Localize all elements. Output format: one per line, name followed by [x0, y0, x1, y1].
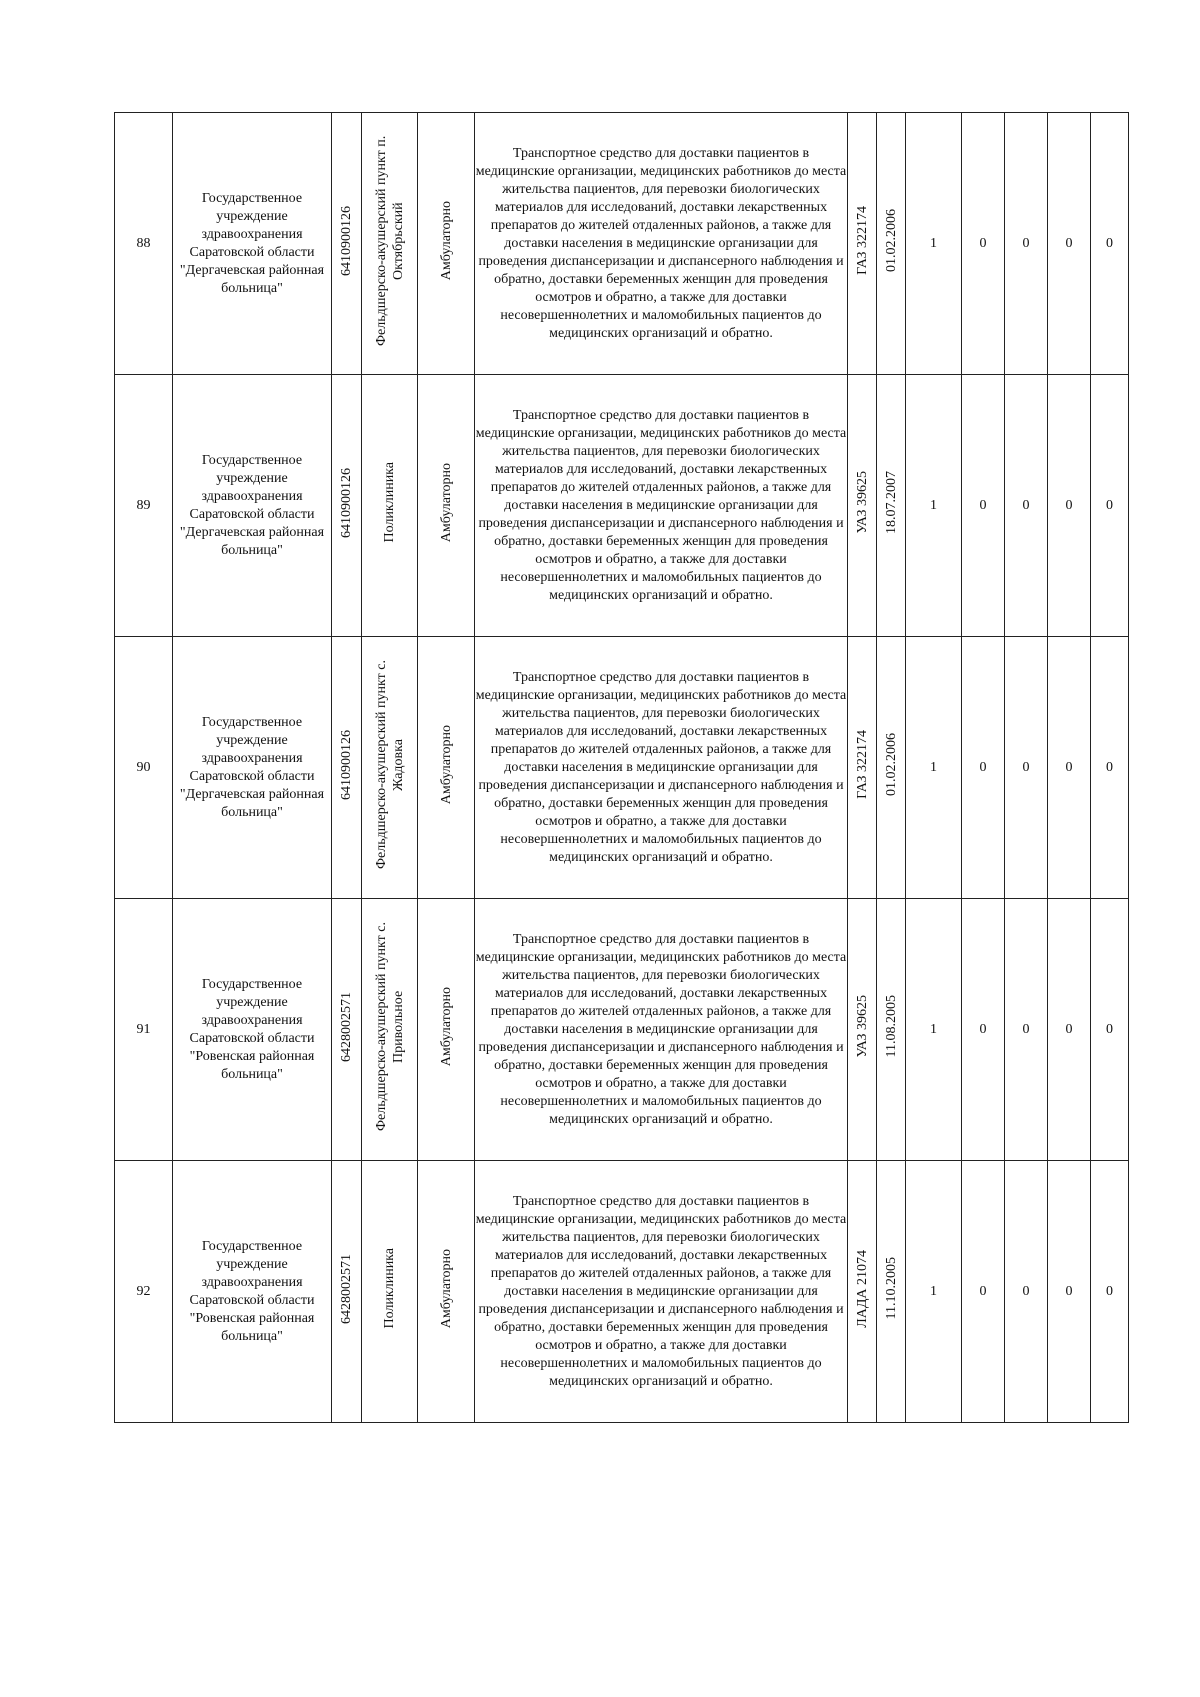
registration-date: [877, 899, 906, 1161]
unit-name: [362, 637, 418, 899]
c5-text: 0: [1106, 235, 1113, 251]
vehicle-model: [848, 1161, 877, 1423]
purpose-text: Транспортное средство для доставки пациентов в медицинские организации, медицинских работников до места жительства пациентов, для перевозки биологических материалов для исследований, доставки лекарственных препаратов до жителей отдаленных районов, а также для доставки населения в медицинские организации для проведения диспансеризации и диспансерного наблюдения и обратно, доставки беременных женщин для проведения осмотров и обратно, а также для доставки несовершеннолетних и маломобильных пациентов до медицинских организаций и обратно.: [475, 1193, 847, 1389]
org-text: Государственное учреждение здравоохранения Саратовской области "Дергачевская районная больница": [179, 452, 325, 558]
mode-text: Амбулаторно: [438, 462, 454, 543]
c3-text: 0: [1022, 497, 1030, 513]
num-text: 90: [136, 759, 151, 775]
count-col-5: [1091, 1161, 1129, 1423]
count-col-4: [1048, 637, 1091, 899]
mode-text: Амбулаторно: [438, 200, 454, 281]
c3-text: 0: [1022, 235, 1030, 251]
num-text: 91: [136, 1021, 151, 1037]
registration-date: [877, 113, 906, 375]
inn-code: [332, 113, 362, 375]
org-text: Государственное учреждение здравоохранения Саратовской области "Ровенская районная больница": [189, 1238, 315, 1344]
num-text: 89: [136, 497, 151, 513]
c1-text: 1: [930, 235, 937, 251]
c4-text: 0: [1065, 1283, 1073, 1299]
c3-text: 0: [1022, 1021, 1030, 1037]
table-body: [115, 113, 1129, 1423]
count-col-3: [1005, 637, 1048, 899]
vehicle-text: ГАЗ 322174: [854, 730, 870, 799]
table-row: [115, 113, 1129, 375]
vehicle-model: [848, 375, 877, 637]
count-col-1: [906, 113, 962, 375]
date-text: 18.07.2007: [883, 471, 899, 534]
vehicle-purpose: [475, 1161, 848, 1423]
organization-name: [173, 113, 332, 375]
date-text: 01.02.2006: [883, 733, 899, 796]
date-text: 01.02.2006: [883, 209, 899, 272]
count-col-5: [1091, 375, 1129, 637]
inn-text: 6428002571: [339, 991, 354, 1062]
unit-name: [362, 113, 418, 375]
purpose-text: Транспортное средство для доставки пациентов в медицинские организации, медицинских работников до места жительства пациентов, для перевозки биологических материалов для исследований, доставки лекарственных препаратов до жителей отдаленных районов, а также для доставки населения в медицинские организации для проведения диспансеризации и диспансерного наблюдения и обратно, доставки беременных женщин для проведения осмотров и обратно, а также для доставки несовершеннолетних и маломобильных пациентов до медицинских организаций и обратно.: [475, 931, 847, 1127]
c1-text: 1: [930, 1021, 937, 1037]
c2-text: 0: [979, 1021, 987, 1037]
count-col-4: [1048, 899, 1091, 1161]
count-col-3: [1005, 375, 1048, 637]
organization-name: [173, 899, 332, 1161]
inn-text: 6410900126: [339, 729, 354, 800]
c4-text: 0: [1065, 497, 1073, 513]
count-col-5: [1091, 113, 1129, 375]
table-row: [115, 637, 1129, 899]
unit-text: Поликлиника: [382, 1248, 397, 1329]
vehicle-text: ГАЗ 322174: [854, 206, 870, 275]
unit-name: [362, 1161, 418, 1423]
vehicle-purpose: [475, 637, 848, 899]
c5-text: 0: [1106, 1021, 1113, 1037]
c1-text: 1: [930, 1283, 937, 1299]
registration-date: [877, 375, 906, 637]
count-col-2: [962, 899, 1005, 1161]
purpose-text: Транспортное средство для доставки пациентов в медицинские организации, медицинских работников до места жительства пациентов, для перевозки биологических материалов для исследований, доставки лекарственных препаратов до жителей отдаленных районов, а также для доставки населения в медицинские организации для проведения диспансеризации и диспансерного наблюдения и обратно, доставки беременных женщин для проведения осмотров и обратно, а также для доставки несовершеннолетних и маломобильных пациентов до медицинских организаций и обратно.: [475, 145, 847, 341]
c2-text: 0: [979, 1283, 987, 1299]
row-number: [115, 113, 173, 375]
mode-text: Амбулаторно: [438, 986, 454, 1067]
count-col-3: [1005, 113, 1048, 375]
table-row: [115, 899, 1129, 1161]
care-mode: [418, 1161, 475, 1423]
count-col-3: [1005, 1161, 1048, 1423]
inn-text: 6428002571: [339, 1253, 354, 1324]
count-col-1: [906, 1161, 962, 1423]
unit-text: Фельдшерско-акушерский пункт п. Октябрьский: [373, 135, 406, 346]
inn-code: [332, 1161, 362, 1423]
purpose-text: Транспортное средство для доставки пациентов в медицинские организации, медицинских работников до места жительства пациентов, для перевозки биологических материалов для исследований, доставки лекарственных препаратов до жителей отдаленных районов, а также для доставки населения в медицинские организации для проведения диспансеризации и диспансерного наблюдения и обратно, доставки беременных женщин для проведения осмотров и обратно, а также для доставки несовершеннолетних и маломобильных пациентов до медицинских организаций и обратно.: [475, 407, 847, 603]
care-mode: [418, 375, 475, 637]
vehicle-model: [848, 113, 877, 375]
count-col-3: [1005, 899, 1048, 1161]
count-col-2: [962, 375, 1005, 637]
c4-text: 0: [1065, 759, 1073, 775]
unit-text: Фельдшерско-акушерский пункт с. Жадовка: [373, 660, 406, 869]
c5-text: 0: [1106, 759, 1113, 775]
inn-code: [332, 375, 362, 637]
vehicle-text: ЛАДА 21074: [854, 1249, 870, 1328]
count-col-1: [906, 375, 962, 637]
num-text: 92: [136, 1283, 151, 1299]
mode-text: Амбулаторно: [438, 724, 454, 805]
c3-text: 0: [1022, 1283, 1030, 1299]
count-col-1: [906, 637, 962, 899]
vehicle-purpose: [475, 899, 848, 1161]
vehicle-text: УАЗ 39625: [854, 995, 870, 1058]
c2-text: 0: [979, 497, 987, 513]
count-col-4: [1048, 375, 1091, 637]
unit-name: [362, 375, 418, 637]
date-text: 11.10.2005: [883, 1257, 899, 1320]
vehicle-purpose: [475, 113, 848, 375]
date-text: 11.08.2005: [883, 995, 899, 1058]
inn-text: 6410900126: [339, 467, 354, 538]
row-number: [115, 1161, 173, 1423]
vehicles-table: [114, 112, 1129, 1423]
vehicle-model: [848, 637, 877, 899]
org-text: Государственное учреждение здравоохранения Саратовской области "Дергачевская районная больница": [179, 190, 325, 296]
registration-date: [877, 1161, 906, 1423]
count-col-4: [1048, 113, 1091, 375]
table-row: [115, 1161, 1129, 1423]
vehicle-text: УАЗ 39625: [854, 471, 870, 534]
count-col-5: [1091, 899, 1129, 1161]
c5-text: 0: [1106, 1283, 1113, 1299]
count-col-1: [906, 899, 962, 1161]
table-row: [115, 375, 1129, 637]
vehicle-purpose: [475, 375, 848, 637]
row-number: [115, 375, 173, 637]
care-mode: [418, 899, 475, 1161]
org-text: Государственное учреждение здравоохранения Саратовской области "Ровенская районная больница": [189, 976, 315, 1082]
organization-name: [173, 637, 332, 899]
org-text: Государственное учреждение здравоохранения Саратовской области "Дергачевская районная больница": [179, 714, 325, 820]
c2-text: 0: [979, 235, 987, 251]
organization-name: [173, 375, 332, 637]
care-mode: [418, 113, 475, 375]
count-col-2: [962, 1161, 1005, 1423]
count-col-2: [962, 113, 1005, 375]
inn-code: [332, 899, 362, 1161]
organization-name: [173, 1161, 332, 1423]
row-number: [115, 899, 173, 1161]
row-number: [115, 637, 173, 899]
count-col-2: [962, 637, 1005, 899]
num-text: 88: [136, 235, 151, 251]
care-mode: [418, 637, 475, 899]
c2-text: 0: [979, 759, 987, 775]
inn-code: [332, 637, 362, 899]
count-col-4: [1048, 1161, 1091, 1423]
unit-text: Поликлиника: [382, 462, 397, 543]
vehicle-model: [848, 899, 877, 1161]
registration-date: [877, 637, 906, 899]
c4-text: 0: [1065, 235, 1073, 251]
c3-text: 0: [1022, 759, 1030, 775]
c4-text: 0: [1065, 1021, 1073, 1037]
c5-text: 0: [1106, 497, 1113, 513]
inn-text: 6410900126: [339, 205, 354, 276]
c1-text: 1: [930, 497, 937, 513]
count-col-5: [1091, 637, 1129, 899]
unit-name: [362, 899, 418, 1161]
mode-text: Амбулаторно: [438, 1248, 454, 1329]
c1-text: 1: [930, 759, 937, 775]
unit-text: Фельдшерско-акушерский пункт с. Привольное: [373, 922, 406, 1131]
purpose-text: Транспортное средство для доставки пациентов в медицинские организации, медицинских работников до места жительства пациентов, для перевозки биологических материалов для исследований, доставки лекарственных препаратов до жителей отдаленных районов, а также для доставки населения в медицинские организации для проведения диспансеризации и диспансерного наблюдения и обратно, доставки беременных женщин для проведения осмотров и обратно, а также для доставки несовершеннолетних и маломобильных пациентов до медицинских организаций и обратно.: [475, 669, 847, 865]
